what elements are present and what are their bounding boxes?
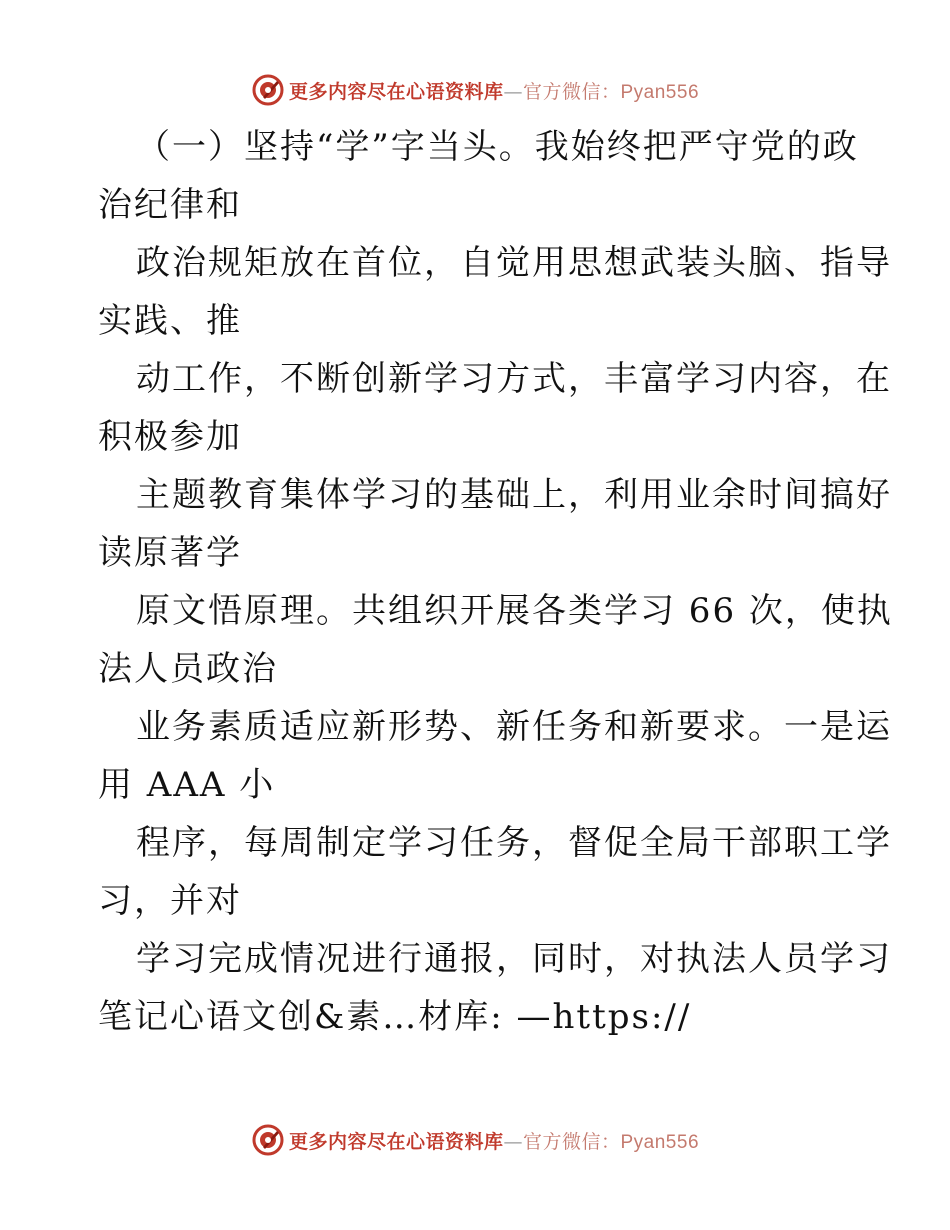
paragraph-line: 用 AAA 小 [98,765,276,805]
banner-separator: — [503,1130,523,1153]
banner-wechat-id: Pyan556 [620,1131,700,1153]
paragraph-line: 动工作，不断创新学习方式，丰富学习内容，在 [136,359,892,399]
paragraph-line: 实践、推 [98,301,242,341]
header-banner [0,70,950,110]
banner-text [289,77,699,104]
paragraph-line: 程序，每周制定学习任务，督促全局干部职工学 [136,823,892,863]
brand-logo-icon [251,73,285,107]
footer-banner [0,1120,950,1160]
paragraph-line: 业务素质适应新形势、新任务和新要求。一是运 [136,707,892,747]
paragraph-line: 笔记心语文创&素…材库: —https:// [98,997,692,1037]
document-body [98,118,893,1046]
banner-text [289,1127,699,1154]
paragraph-line: 政治规矩放在首位，自觉用思想武装头脑、指导 [136,243,892,283]
paragraph-line: 读原著学 [98,533,242,573]
paragraph-line: 主题教育集体学习的基础上，利用业余时间搞好 [136,475,892,515]
paragraph-line: 原文悟原理。共组织开展各类学习 66 次，使执 [136,591,893,631]
paragraph-line: 学习完成情况进行通报，同时，对执法人员学习 [136,939,892,979]
paragraph-line: 法人员政治 [98,649,278,689]
paragraph-line: 积极参加 [98,417,242,457]
paragraph-line: （一）坚持“学”字当头。我始终把严守党的政 [136,127,859,167]
banner-wechat-label: 官方微信： [522,80,621,103]
banner-wechat-id: Pyan556 [620,81,700,103]
paragraph-line: 习，并对 [98,881,242,921]
banner-separator: — [503,80,523,103]
banner-main-text: 更多内容尽在心语资料库 [288,80,504,103]
banner-wechat-label: 官方微信： [522,1130,621,1153]
paragraph-line: 治纪律和 [98,185,242,225]
brand-logo-icon [251,1123,285,1157]
banner-main-text: 更多内容尽在心语资料库 [288,1130,504,1153]
